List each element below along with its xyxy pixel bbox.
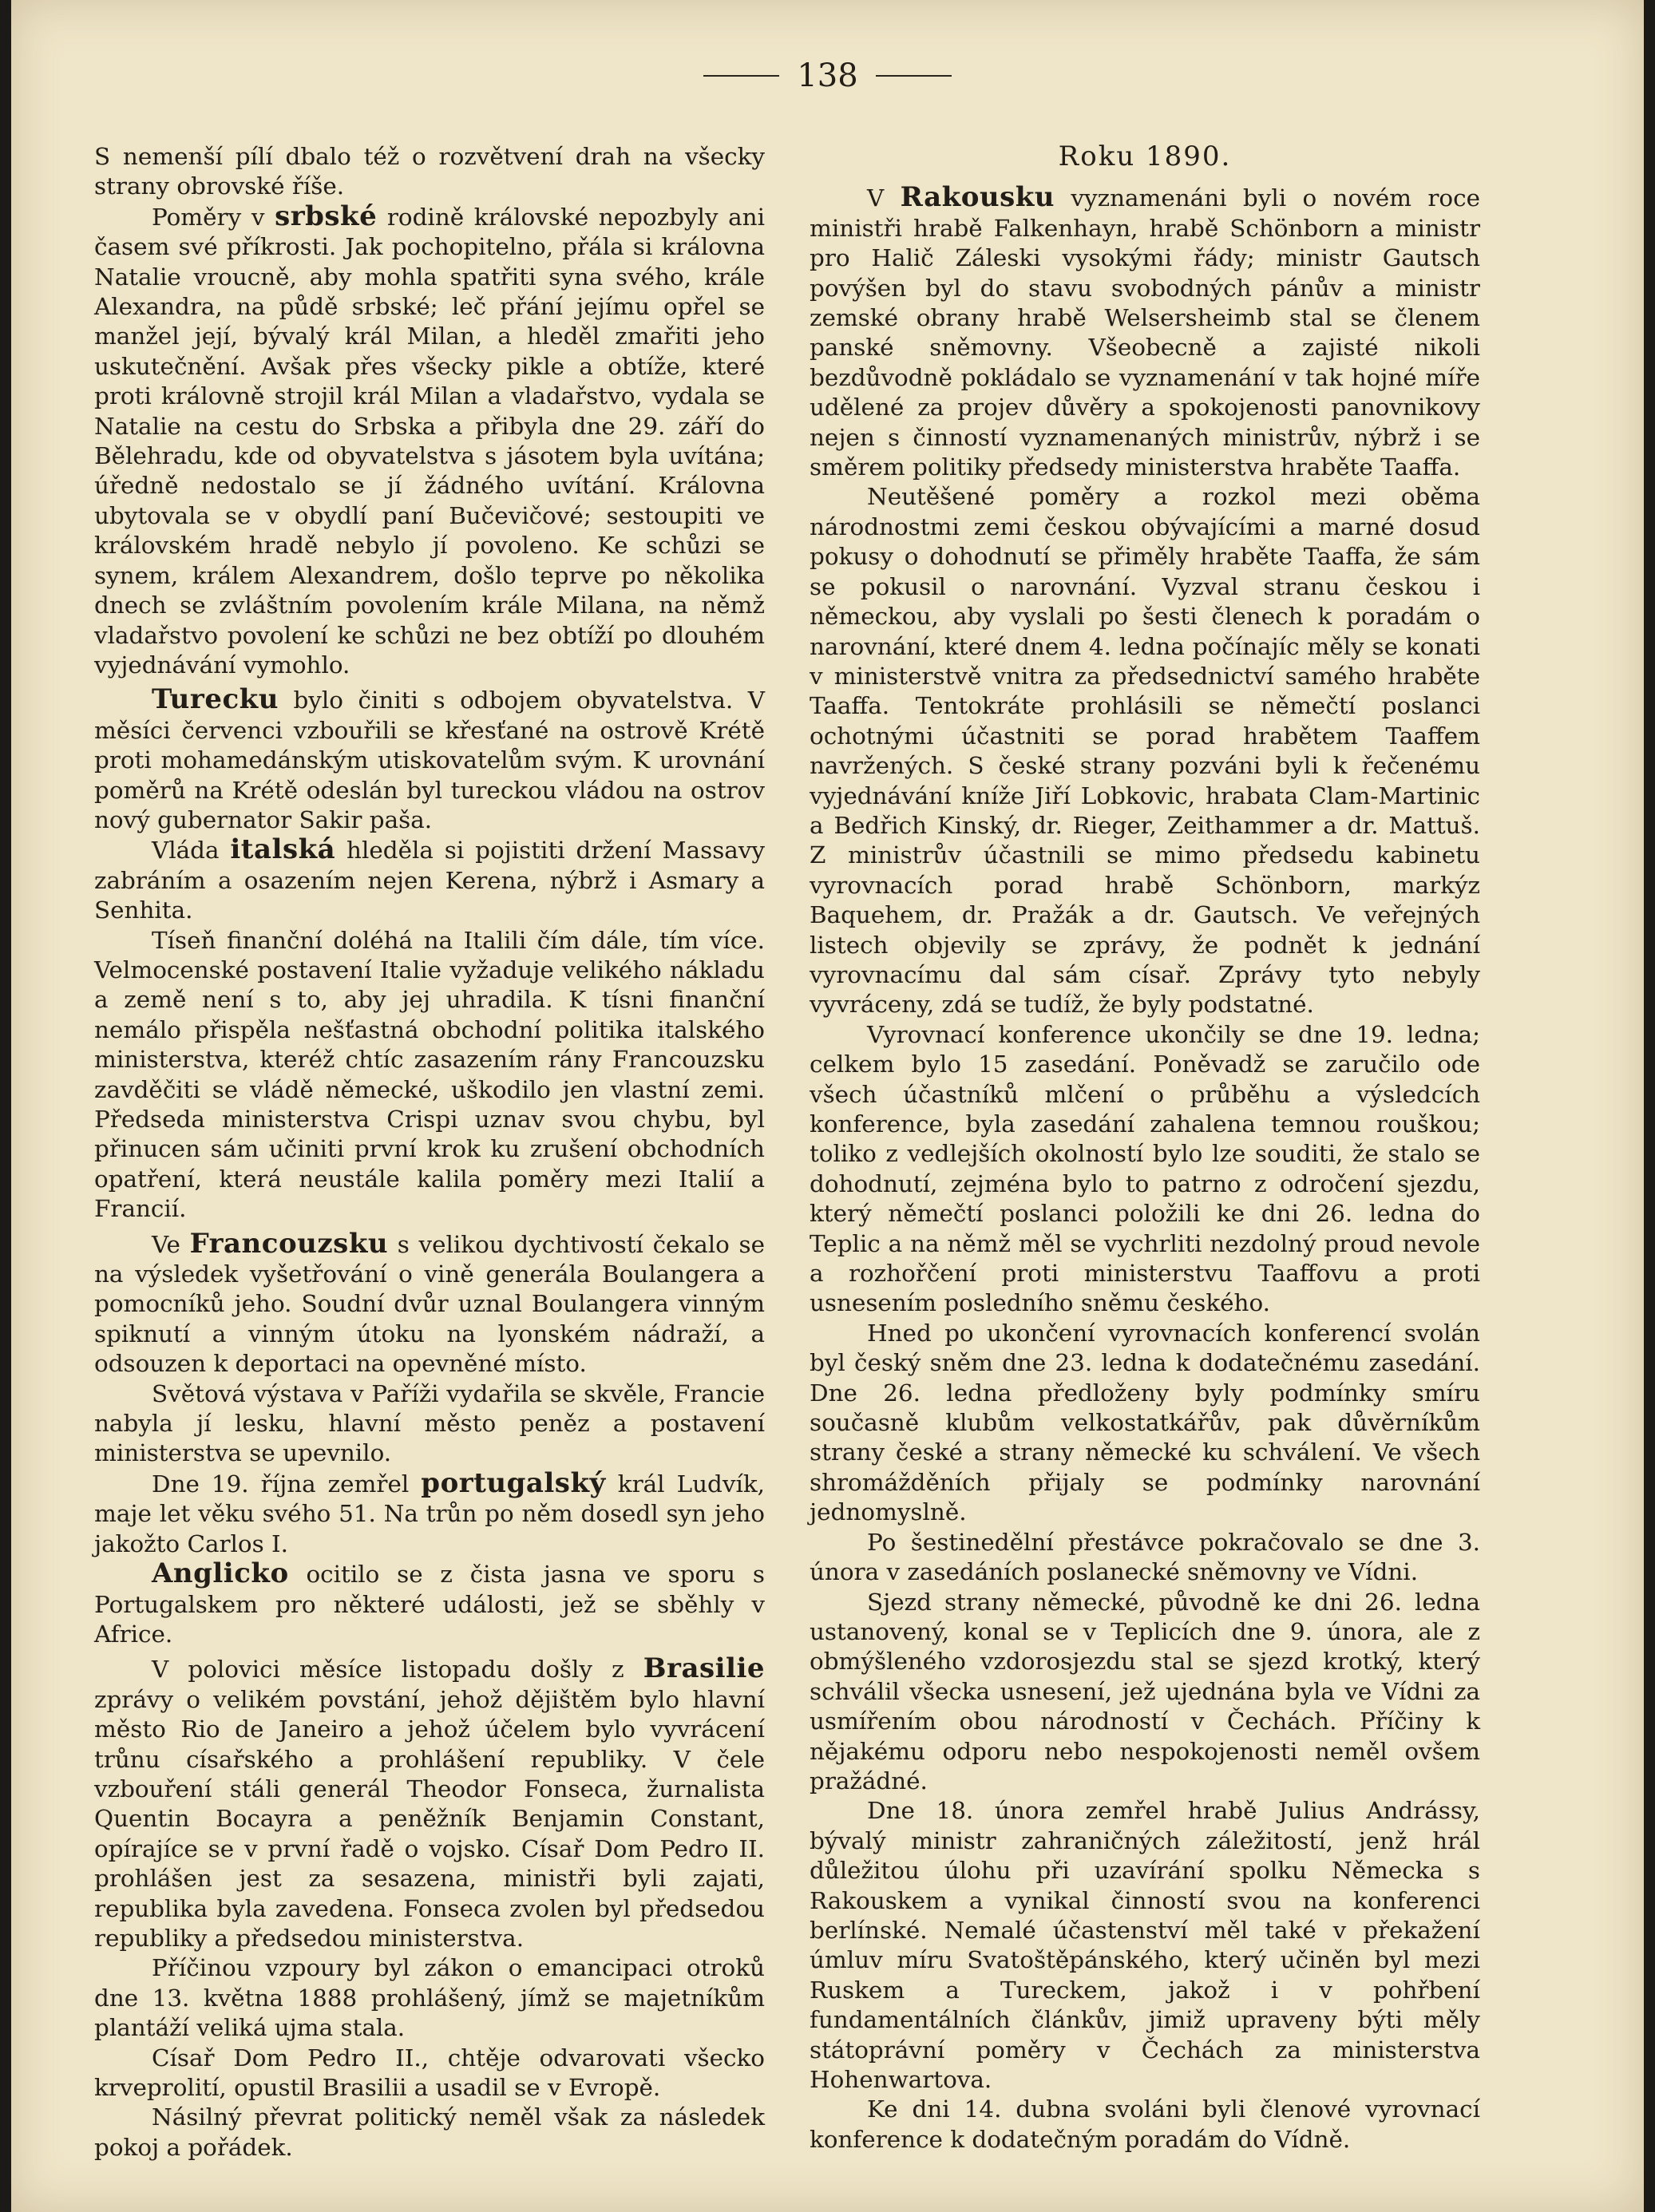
- paragraph-austria: V Rakousku vyznamenáni byli o novém roce ministři hrabě Falkenhayn, hrabě Schönborn a ministr pro Halič Záleski vysokými řády; ministr Gautsch povýšen byl do stavu svobodných pánův a ministr zemské obrany hrabě Welsersheimb stal se členem panské sněmovny. Všeobecně a zajisté nikoli bezdůvodně pokládalo se vyznamenání v tak hojné míře udělené za projev důvěry a spokojenosti panovnikovy nejen s činností vyznamenaných ministrův, nýbrž i se směrem politiky předsedy ministerstva hraběte Taaffa.: [810, 181, 1480, 481]
- paragraph-italy-finance: Tíseň finanční doléhá na Italili čím dále, tím více. Velmocenské postavení Italie vyžaduje velikého nákladu a země není s to, aby jej uhradila. K tísni finanční nemálo přispěla nešťastná obchodní politika italského ministerstva, kteréž chtíc zasazením rány Francouzsku zavděčiti se vládě německé, uškodilo jen vlastní zemi. Předseda ministerstva Crispi uznav svou chybu, byl přinucen sám učiniti první krok ku zrušení obchodních opatření, která neustále kalila poměry mezi Italií a Francií.: [94, 926, 765, 1223]
- right-column: [810, 142, 1480, 2155]
- paragraph-conference-end: Vyrovnací konference ukončily se dne 19. ledna; celkem bylo 15 zasedání. Poněvadž se zaručilo ode všech účastníků mlčení o průběhu a výsledcích konference, byla zasedání zahalena temnou rouškou; toliko z vedlejších okolností bylo lze souditi, že stalo se dohodnutí, zejména bylo to patrno z odročení sjezdu, který němečtí poslanci položili ke dni 26. ledna do Teplic a na němž měl se vychrliti nezdolný proud nevole a rozhořčení proti ministerstvu Taaffovu a proti usnesením posledního sněmu českého.: [810, 1020, 1480, 1317]
- paragraph-andrassy: Dne 18. února zemřel hrabě Julius Andrássy, bývalý ministr zahraničných záležitostí, jenž hrál důležitou úlohu při uzavírání spolku Německa s Rakouskem a vynikal činností svou na konferenci berlínské. Nemalé účastenství měl také v překažení úmluv míru Svatoštěpánského, který učiněn byl mezi Ruskem a Tureckem, jakož i v pohřbení fundamentálních článkův, jimiž upraveny býti měly státoprávní poměry v Čechách za ministerstva Hohenwartova.: [810, 1797, 1480, 2093]
- paragraph-portugal: Dne 19. října zemřel portugalský král Ludvík, maje let věku svého 51. Na trůn po něm dosedl syn jeho jakožto Carlos I.: [94, 1466, 765, 1557]
- keyword-austria: Rakousku: [900, 181, 1055, 214]
- paragraph-teplice: Sjezd strany německé, původně ke dni 26. ledna ustanovený, konal se v Teplicích dne 9. února, ale z obmýšleného vzdorosjezdu stal se sjezd krotký, který schválil všecka usnesení, jež ujednána byla ve Vídni za usmířením obou národností v Čechách. Příčiny k nějakému odporu nebo nespokojenosti neměl ovšem pražádné.: [810, 1588, 1480, 1795]
- keyword-turkey: Turecku: [152, 683, 279, 716]
- paragraph-brazil: V polovici měsíce listopadu došly z Brasilie zprávy o velikém povstání, jehož dějištěm bylo hlavní město Rio de Janeiro a jehož účelem bylo vyvrácení trůnu císařského a prohlášení republiky. V čele vzbouření stáli generál Theodor Fonseca, žurnalista Quentin Bocayra a peněžník Benjamin Constant, opírajíce se v první řadě o vojsko. Císař Dom Pedro II. prohlášen jest za sesazena, ministři byli zajati, republika byla zavedena. Fonseca zvolen byl předsedou republiky a předsedou ministerstva.: [94, 1652, 765, 1952]
- section-heading-year: Roku 1890.: [1058, 140, 1232, 172]
- keyword-serbia: srbské: [275, 200, 378, 232]
- paragraph-italy: Vláda italská hleděla si pojistiti držení Massavy zabráním a osazením nejen Kerena, nýbrž i Asmary a Senhita.: [94, 833, 766, 924]
- header-rule-left: [703, 75, 779, 77]
- paragraph-diet: Hned po ukončení vyrovnacích konferencí svolán byl český sněm dne 23. ledna k dodatečnému zasedání. Dne 26. ledna předloženy byly podmínky smíru současně klubům velkostatkářův, pak důvěrníkům strany české a strany německé ku schválení. Ve všech shromážděních přijaly se podmínky narovnání jednomyslně.: [810, 1319, 1480, 1526]
- paragraph-brazil-aftermath: Násilný převrat politický neměl však za následek pokoj a pořádek.: [94, 2103, 765, 2161]
- paragraph-brazil-cause: Příčinou vzpoury byl zákon o emancipaci otroků dne 13. května 1888 prohlášený, jímž se majetníkům plantáží veliká ujma stala.: [94, 1954, 765, 2042]
- paragraph-france: Ve Francouzsku s velikou dychtivostí čekalo se na výsledek vyšetřování o vině generála Boulangera a pomocníků jeho. Soudní dvůr uznal Boulangera vinným spiknutí a vinným útoku na lyonském nádraží, a odsouzen k deportaci na opevněné místo.: [94, 1227, 765, 1378]
- paragraph-reconciliation: Neutěšené poměry a rozkol mezi oběma národnostmi zemi českou obývajícími a marné dosud pokusy o dohodnutí se přiměly hraběte Taaffa, že sám se pokusil o narovnání. Vyzval stranu českou i německou, aby vyslali po šesti členech k poradám o narovnání, které dnem 4. ledna počínajíc měly se konati v ministerstvě vnitra za předsednictví samého hraběte Taaffa. Tentokráte prohlásili se němečtí poslanci ochotnými účastniti se porad hrabětem Taaffem navržených. S české strany pozváni byli k řečenému vyjednávání kníže Jiří Lobkovic, hrabata Clam-Martinic a Bedřich Kinský, dr. Rieger, Zeithammer a dr. Mattuš. Z ministrův účastnili se mimo předsedu kabinetu vyrovnacích porad hrabě Schönborn, markýz Baquehem, dr. Pražák a dr. Gautsch. Ve veřejných listech objevily se zprávy, že podnět k jednání vyrovnacímu dal sám císař. Zprávy tyto nebyly vyvráceny, zdá se tudíž, že byly podstatné.: [810, 483, 1480, 1019]
- paragraph-england: Anglicko ocitilo se z čista jasna ve sporu s Portugalskem pro některé události, jež se sběhly v Africe.: [94, 1557, 765, 1648]
- paragraph-serbia: Poměry v srbské rodině královské nepozbyly ani časem své příkrosti. Jak pochopitelno, přála si královna Natalie vroucně, aby mohla spatřiti syna svého, krále Alexandra, na půdě srbské; leč přání jejímu opřel se manžel její, bývalý král Milan, a hleděl zmařiti jeho uskutečnění. Avšak přes všecky pikle a obtíže, které proti královně strojil král Milan a vladařstvo, vydala se Natalie na cestu do Srbska a přibyla dne 29. září do Bělehradu, kde od obyvatelstva s jásotem byla uvítána; úředně nedostalo se jí žádného uvítání. Královna ubytovala se v obydlí paní Bučevičové; sestoupiti ve královském hradě nebylo jí povoleno. Ke schůzi se synem, králem Alexandrem, došlo teprve po několika dnech se zvláštním povolením krále Milana, na němž vladařstvo povolení ke schůzi ne bez obtíží po dlouhém vyjednávání vymohlo.: [94, 200, 765, 679]
- paragraph-dom-pedro: Císař Dom Pedro II., chtěje odvarovati všecko krveprolití, opustil Brasilii a usadil se v Evropě.: [94, 2044, 765, 2101]
- keyword-england: Anglicko: [152, 1557, 289, 1590]
- left-column: [94, 142, 765, 2163]
- page-number: 138: [797, 57, 858, 94]
- page-number-header: [11, 57, 1644, 94]
- paragraph-parliament: Po šestinedělní přestávce pokračovalo se dne 3. února v zasedáních poslanecké sněmovny ve Vídni.: [810, 1528, 1480, 1586]
- keyword-france: Francouzsku: [189, 1227, 389, 1260]
- paragraph-paris-expo: Světová výstava v Paříži vydařila se skvěle, Francie nabyla jí lesku, hlavní město peněz a postavení ministerstva se upevnilo.: [94, 1379, 765, 1467]
- paragraph-april-conference: Ke dni 14. dubna svoláni byli členové vyrovnací konference k dodatečným poradám do Vídně.: [810, 2095, 1480, 2153]
- paragraph-railways: S nemenší pílí dbalo též o rozvětvení drah na všecky strany obrovské říše.: [94, 143, 765, 200]
- keyword-brazil: Brasilie: [643, 1652, 765, 1685]
- header-rule-right: [876, 75, 952, 77]
- keyword-portugal: portugalský: [421, 1466, 606, 1499]
- keyword-italy: italská: [230, 833, 336, 866]
- paragraph-turkey: Turecku bylo činiti s odbojem obyvatelstva. V měsíci červenci vzbouřili se křesťané na ostrově Krétě proti mohamedánským utiskovatelům svým. K urovnání poměrů na Krétě odeslán byl tureckou vládou na ostrov nový gubernator Sakir paša.: [94, 683, 765, 833]
- page: [11, 0, 1644, 2212]
